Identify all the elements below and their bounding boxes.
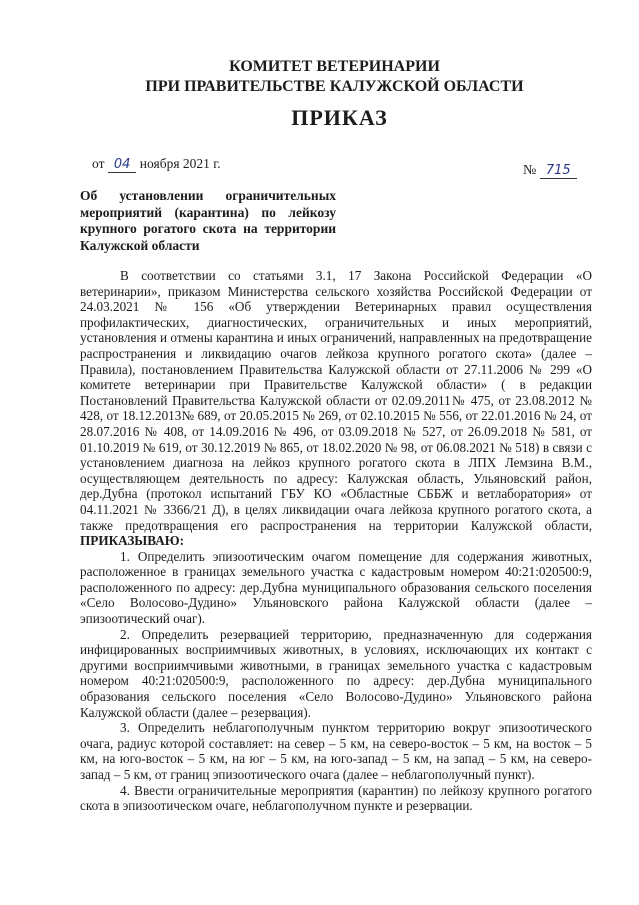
- number-label: №: [523, 163, 537, 178]
- preamble-paragraph: [80, 268, 592, 549]
- order-subject: Об установлении ограничительных мероприятий (карантина) по лейкозу крупного рогатого скота на территории Калужской области: [80, 188, 336, 253]
- committee-name: КОМИТЕТ ВЕТЕРИНАРИИ: [229, 58, 440, 75]
- order-item-2: 2. Определить резервацией территорию, предназначенную для содержания инфицированных восприимчивых животных, в условиях, исключающих их контакт с другими восприимчивыми животными, в границах земельного участка с кадастровым номером 40:21:020500:9, расположенного по адресу: дер.Дубна муниципального образования сельского поселения «Село Волосово-Дудино» Ульяновского района Калужской области (далее – резервация).: [80, 626, 592, 720]
- committee-affiliation: ПРИ ПРАВИТЕЛЬСТВЕ КАЛУЖСКОЙ ОБЛАСТИ: [145, 78, 524, 95]
- order-item-4: 4. Ввести ограничительные мероприятия (карантин) по лейкозу крупного рогатого скота в эпизоотическом очаге, неблагополучном пункте и резервации.: [80, 782, 592, 814]
- number-handwritten: 715: [540, 163, 577, 179]
- order-word: ПРИКАЗЫВАЮ:: [80, 533, 184, 549]
- date-prefix: от: [92, 156, 105, 171]
- date-day-handwritten: 04: [108, 157, 137, 173]
- order-item-3: 3. Определить неблагополучным пунктом территорию вокруг эпизоотического очага, радиус которой составляет: на север – 5 км, на северо-восток – 5 км, на восток – 5 км, на юго-восток – 5 км, на юг – 5 км, на юго-запад – 5 км, на запад – 5 км, на северо-запад – 5 км, от границ эпизоотического очага (далее – неблагополучный пункт).: [80, 720, 592, 782]
- order-number: [523, 163, 577, 179]
- preamble-text: В соответствии со статьями 3.1, 17 Закона Российской Федерации «О ветеринарии», приказом Министерства сельского хозяйства Российской Федерации от 24.03.2021 № 156 «Об утверждении Ветеринарных правил осуществления профилактических, диагностических, ограничительных и иных мероприятий, установления и отмены карантина и иных ограничений, направленных на предотвращение распространения и ликвидацию очагов лейкоза крупного рогатого скота» (далее – Правила), постановлением Правительства Калужской области от 27.11.2006 № 299 «О комитете ветеринарии при Правительстве Калужской области» ( в редакции Постановлений Правительства Калужской области от 02.09.2011№ 475, от 23.08.2012 № 428, от 18.12.2013№ 689, от 20.05.2015 № 269, от 02.10.2015 № 556, от 22.01.2016 № 24, от 28.07.2016 № 408, от 14.09.2016 № 496, от 03.09.2018 № 527, от 26.09.2018 № 581, от 01.10.2019 № 619, от 30.12.2019 № 865, от 18.02.2020 № 98, от 06.08.2021 № 518) в связи с установлением диагноза на лейкоз крупного рогатого скота в ЛПХ Лемзина В.М., осуществляющем деятельность по адресу: Калужская область, Ульяновский район, дер.Дубна (протокол испытаний ГБУ КО «Областные СББЖ и ветлаборатория» от 04.11.2021 № 3366/21 Д), в целях ликвидации очага лейкоза крупного рогатого скота, а также предотвращения его распространения на территории Калужской области,: [80, 268, 592, 533]
- date-month-year: ноября 2021 г.: [139, 156, 221, 171]
- order-date: [92, 156, 221, 173]
- order-item-1: 1. Определить эпизоотическим очагом помещение для содержания животных, расположенное в границах земельного участка с кадастровым номером 40:21:020500:9, расположенного по адресу: дер.Дубна муниципального образования сельского поселения «Село Волосово-Дудино» Ульяновского района Калужской области (далее – эпизоотический очаг).: [80, 548, 592, 627]
- order-body: [80, 268, 592, 814]
- document-type-title: ПРИКАЗ: [291, 105, 388, 130]
